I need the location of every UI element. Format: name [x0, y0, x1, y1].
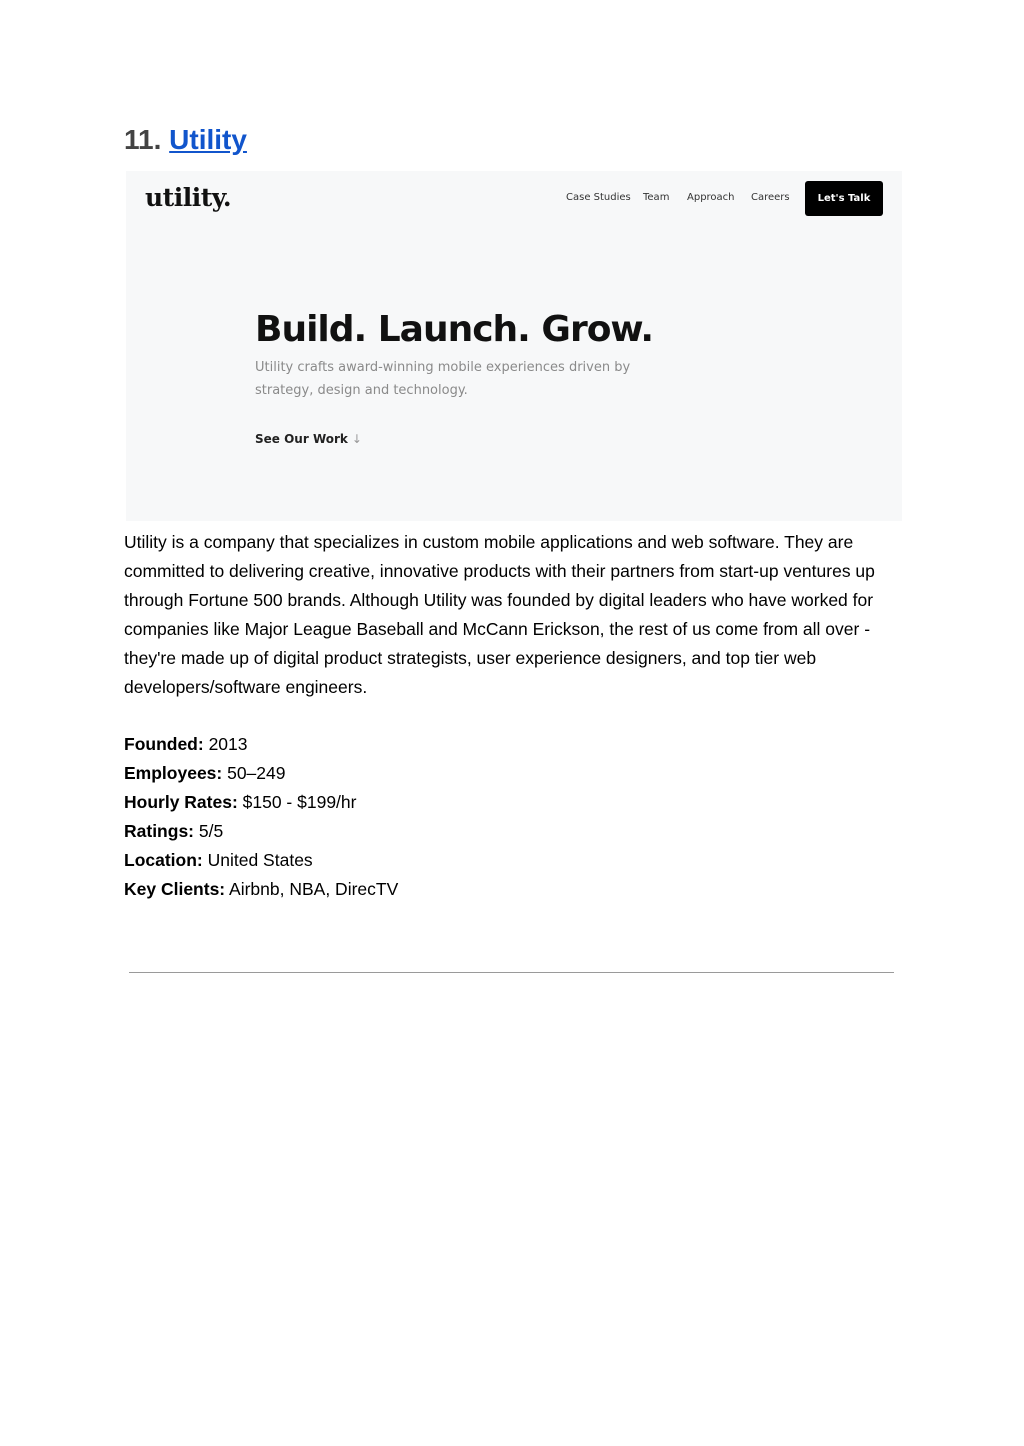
horizontal-divider	[129, 972, 894, 973]
hero-subtitle-line-1: Utility crafts award-winning mobile experiences driven by	[255, 360, 631, 375]
hero-subtitle	[255, 356, 635, 402]
nav-team[interactable]: Team	[643, 192, 670, 203]
fact-value: United States	[202, 850, 313, 870]
hero-title: Build. Launch. Grow.	[255, 309, 654, 350]
fact-employees	[124, 759, 398, 788]
fact-label: Founded:	[124, 734, 204, 754]
fact-value: 2013	[203, 734, 248, 754]
fact-value: 5/5	[194, 821, 224, 841]
heading-number: 11.	[124, 124, 162, 155]
company-description: Utility is a company that specializes in custom mobile applications and web software. They are committed to delivering creative, innovative products with their partners from start-up ventures up through Fortune 500 brands. Although Utility was founded by digital leaders who have worked for companies like Major League Baseball and McCann Erickson, the rest of us come from all over - they're made up of digital product strategists, user experience designers, and top tier web developers/software engineers.	[124, 532, 875, 697]
see-our-work-label: See Our Work	[255, 432, 348, 446]
nav-careers[interactable]: Careers	[751, 192, 790, 203]
fact-value: $150 - $199/hr	[237, 792, 357, 812]
fact-ratings	[124, 817, 398, 846]
fact-founded	[124, 730, 398, 759]
see-our-work-link[interactable]	[255, 429, 362, 449]
arrow-down-icon: ↓	[351, 432, 362, 446]
fact-location	[124, 846, 398, 875]
hero-subtitle-line-2: strategy, design and technology.	[255, 383, 468, 398]
fact-label: Location:	[124, 850, 203, 870]
nav-approach[interactable]: Approach	[687, 192, 735, 203]
utility-link[interactable]: Utility	[169, 124, 247, 155]
lets-talk-button[interactable]: Let's Talk	[805, 181, 883, 216]
section-heading	[124, 122, 247, 158]
fact-label: Employees:	[124, 763, 223, 783]
nav-case-studies[interactable]: Case Studies	[566, 192, 631, 203]
fact-key-clients	[124, 875, 398, 904]
utility-logo: utility.	[145, 183, 232, 212]
fact-hourly-rates	[124, 788, 398, 817]
fact-label: Ratings:	[124, 821, 194, 841]
fact-value: 50–249	[222, 763, 286, 783]
fact-label: Hourly Rates:	[124, 792, 238, 812]
fact-label: Key Clients:	[124, 879, 226, 899]
fact-value: Airbnb, NBA, DirecTV	[225, 879, 399, 899]
company-facts	[124, 730, 398, 904]
website-screenshot	[126, 171, 902, 521]
